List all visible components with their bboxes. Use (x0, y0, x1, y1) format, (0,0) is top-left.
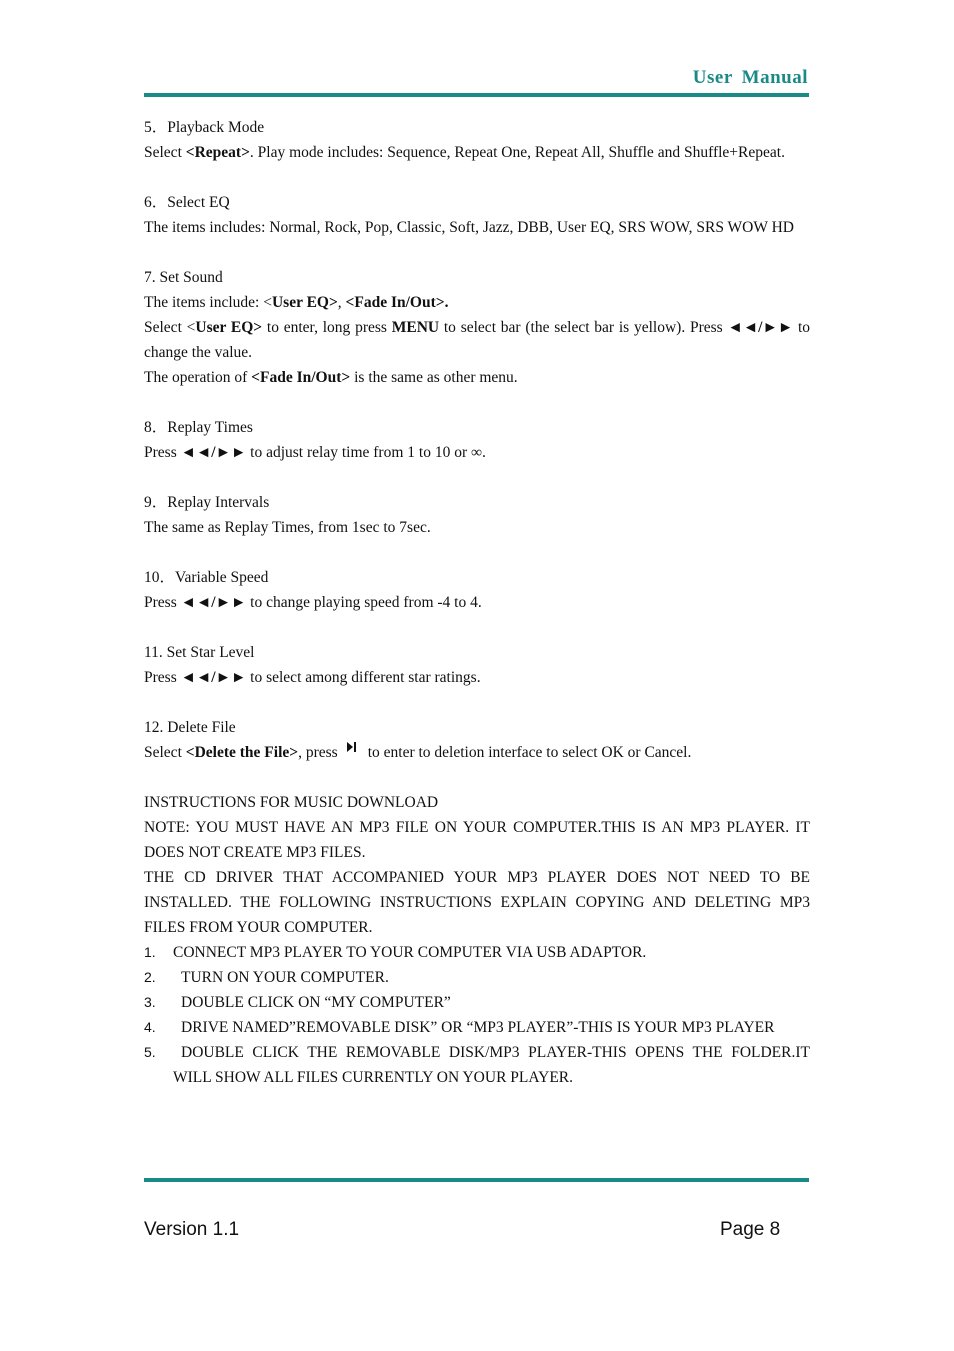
list-item: 4. DRIVE NAMED”REMOVABLE DISK” OR “MP3 PLAYER”-THIS IS YOUR MP3 PLAYER (144, 1019, 775, 1036)
section-heading: 8．Replay Times (144, 419, 253, 436)
section-text: The items include: <User EQ>, <Fade In/Out>. (144, 294, 449, 311)
section-heading: 9．Replay Intervals (144, 494, 270, 511)
play-pause-icon (346, 736, 358, 748)
page-content (144, 115, 810, 1090)
instructions-steps (144, 940, 810, 1090)
section-heading: 7. Set Sound (144, 269, 223, 286)
section-text: Press ◄◄/►► to change playing speed from -4 to 4. (144, 594, 482, 611)
page-number: Page 8 (720, 1219, 781, 1240)
instructions-title: INSTRUCTIONS FOR MUSIC DOWNLOAD (144, 794, 439, 811)
header-rule (144, 93, 809, 97)
section-text: The items includes: Normal, Rock, Pop, Classic, Soft, Jazz, DBB, User EQ, SRS WOW, SRS WOW HD (144, 219, 794, 236)
list-item: 5. DOUBLE CLICK THE REMOVABLE DISK/MP3 PLAYER-THIS OPENS THE FOLDER.IT WILL SHOW ALL FILES CURRENTLY ON YOUR PLAYER. (144, 1044, 810, 1086)
list-item: 1. CONNECT MP3 PLAYER TO YOUR COMPUTER VIA USB ADAPTOR. (144, 944, 647, 961)
section-heading: 12. Delete File (144, 719, 236, 736)
section-text: Select <User EQ> to enter, long press MENU to select bar (the select bar is yellow). Press ◄◄/►► to change the value. (144, 319, 811, 361)
section-heading: 6．Select EQ (144, 194, 230, 211)
header-title: User Manual (692, 67, 808, 88)
section-text: The same as Replay Times, from 1sec to 7sec. (144, 519, 431, 536)
section-text: Select <Delete the File>, press to enter to deletion interface to select OK or Cancel. (144, 740, 810, 765)
section-text: The operation of <Fade In/Out> is the same as other menu. (144, 369, 518, 386)
list-item: 3. DOUBLE CLICK ON “MY COMPUTER” (144, 994, 451, 1011)
section-heading: 11. Set Star Level (144, 644, 255, 661)
version-label: Version 1.1 (144, 1219, 240, 1240)
footer-rule (144, 1178, 809, 1182)
section-heading: 5．Playback Mode (144, 119, 265, 136)
section-text: Press ◄◄/►► to adjust relay time from 1 to 10 or ∞. (144, 444, 486, 461)
instructions-note: NOTE: YOU MUST HAVE AN MP3 FILE ON YOUR COMPUTER.THIS IS AN MP3 PLAYER. IT DOES NOT CREATE MP3 FILES. (144, 819, 810, 861)
instructions-cd-driver: THE CD DRIVER THAT ACCOMPANIED YOUR MP3 PLAYER DOES NOT NEED TO BE INSTALLED. THE FOLLOWING INSTRUCTIONS EXPLAIN COPYING AND DELETING MP3 FILES FROM YOUR COMPUTER. (144, 869, 810, 936)
section-text: Select <Repeat>. Play mode includes: Sequence, Repeat One, Repeat All, Shuffle and Shuffle+Repeat. (144, 144, 785, 161)
section-heading: 10．Variable Speed (144, 569, 269, 586)
list-item: 2. TURN ON YOUR COMPUTER. (144, 969, 389, 986)
section-text: Press ◄◄/►► to select among different star ratings. (144, 669, 481, 686)
